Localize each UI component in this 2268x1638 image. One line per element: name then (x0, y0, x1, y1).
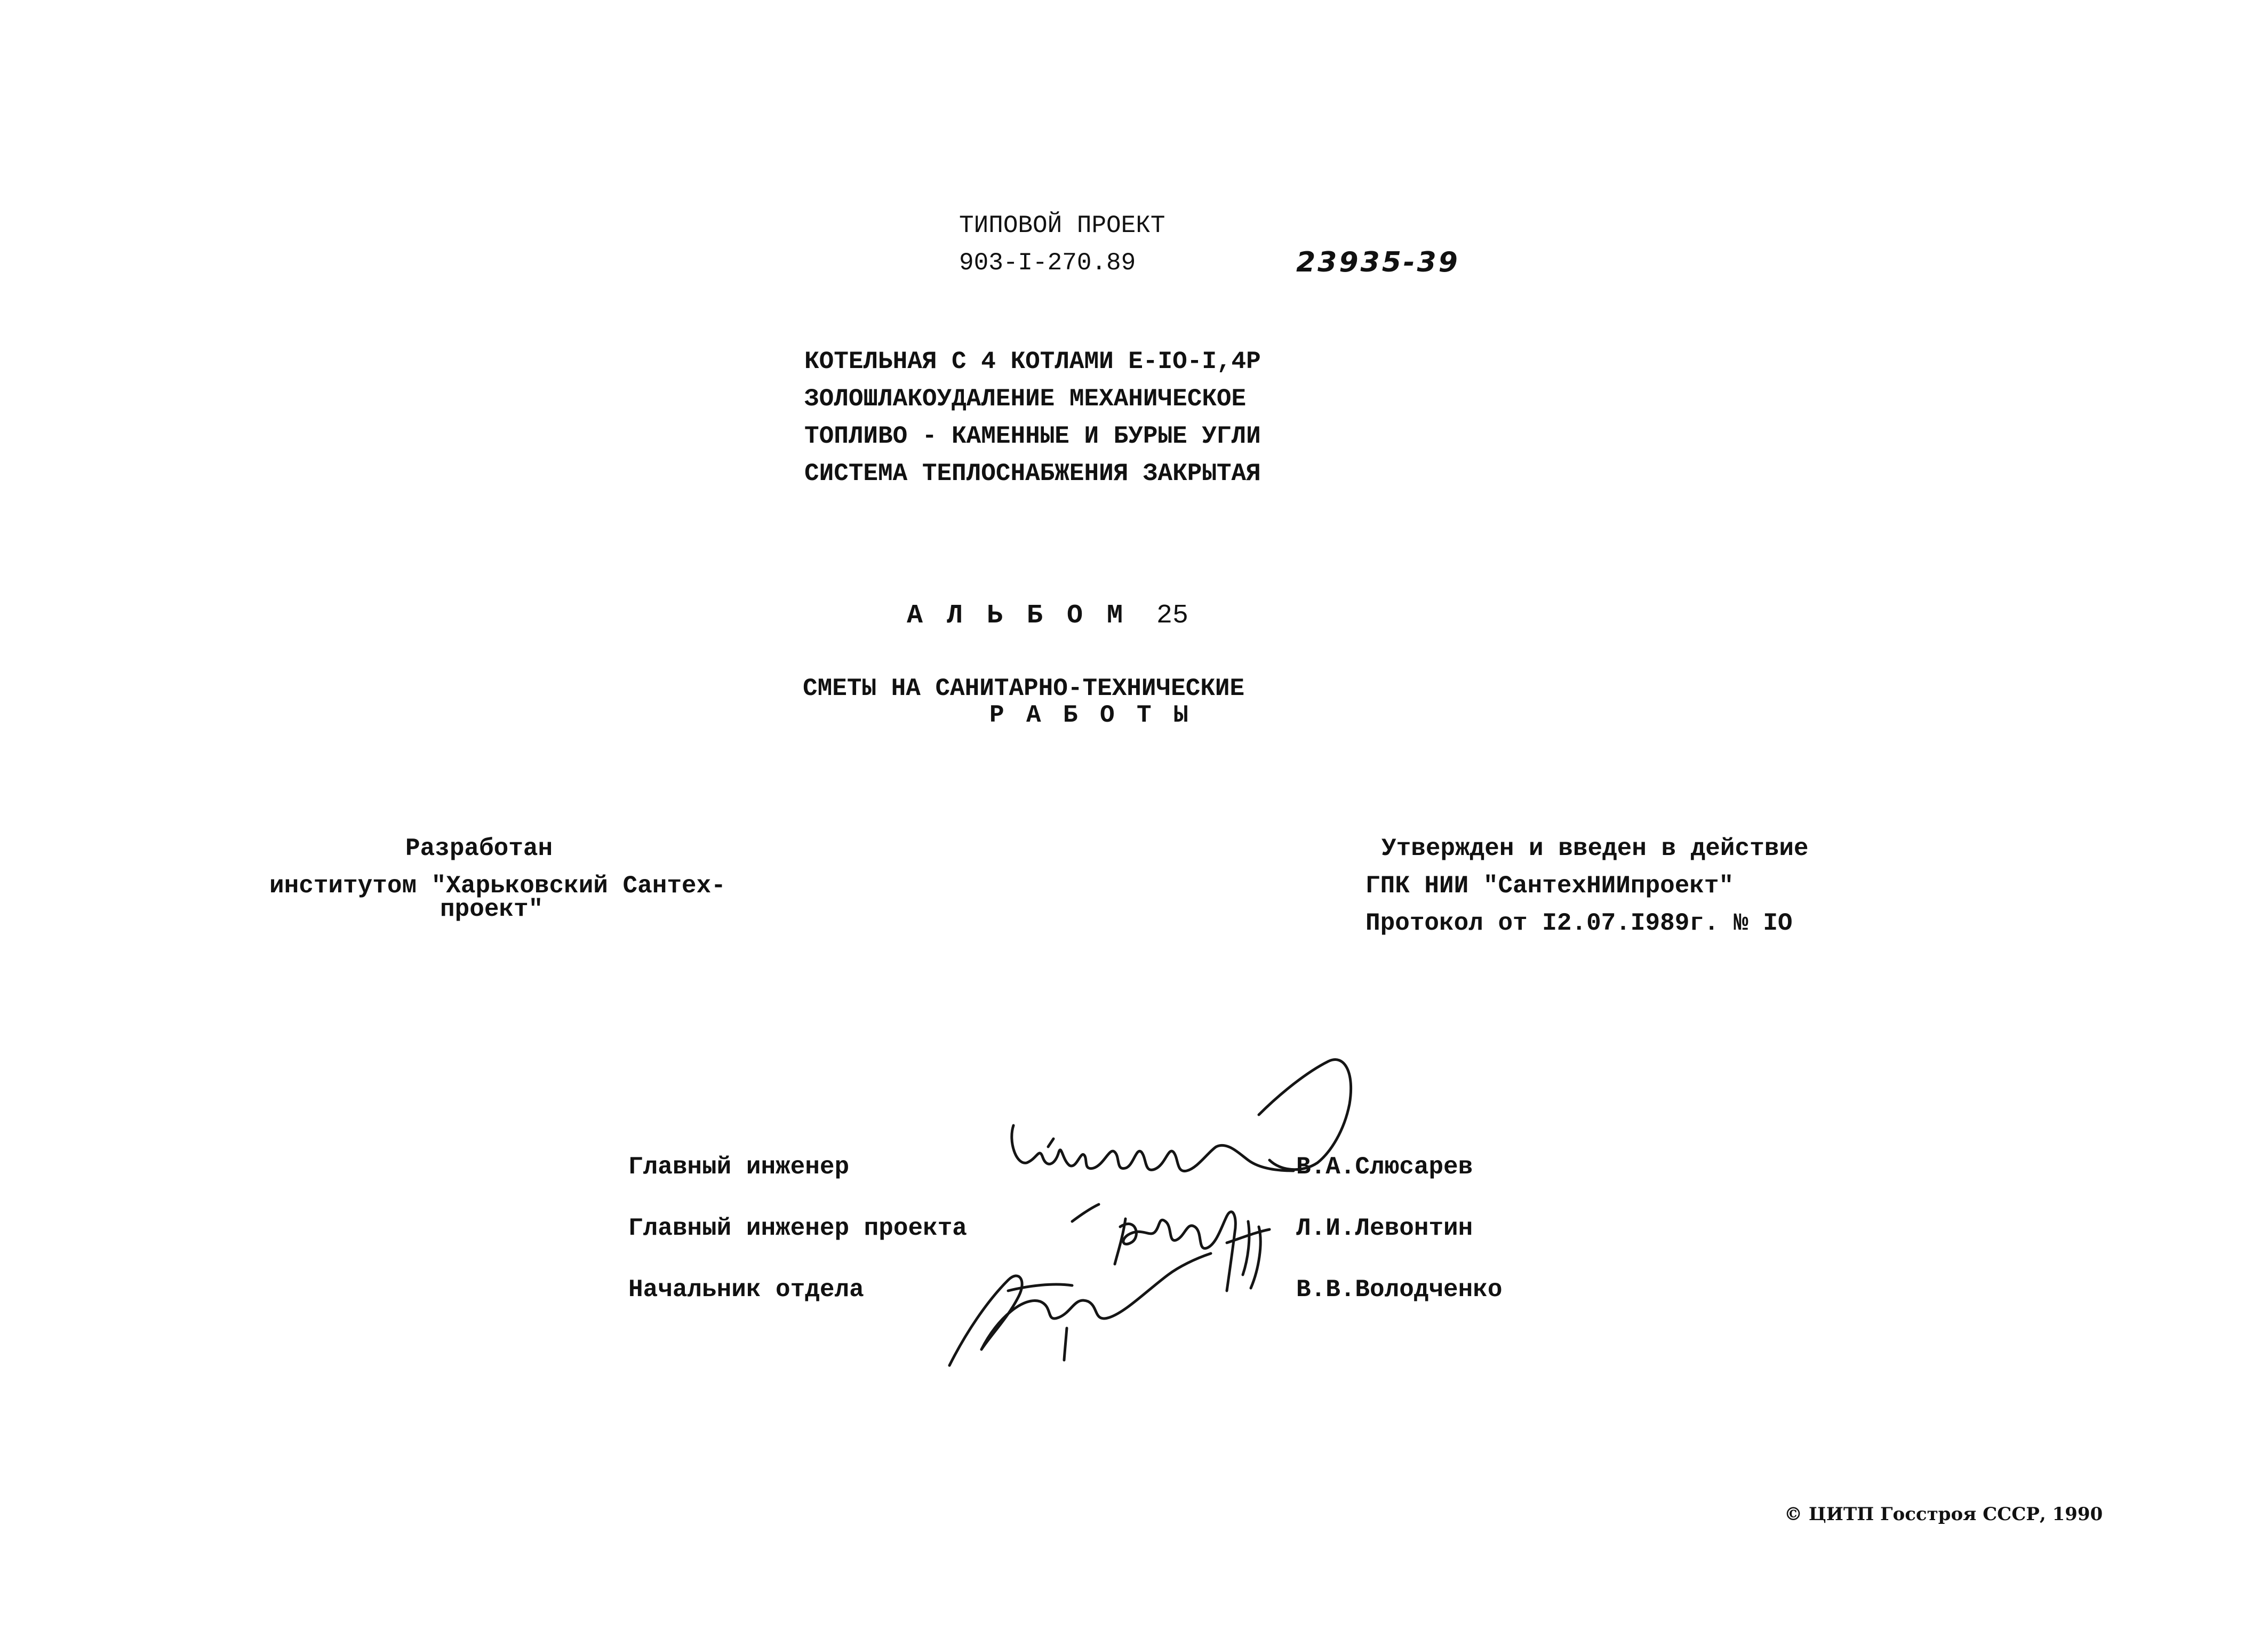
project-label: ТИПОВОЙ ПРОЕКТ (959, 212, 1165, 239)
project-code: 903-I-270.89 (959, 249, 1136, 277)
signatory-name-3: В.В.Володченко (1296, 1276, 1503, 1304)
developed-line-1: институтом "Харьковский Сантех- (269, 872, 726, 900)
subject-line-1: СМЕТЫ НА САНИТАРНО-ТЕХНИЧЕСКИЕ (803, 675, 1245, 702)
description-line-2: ЗОЛОШЛАКОУДАЛЕНИЕ МЕХАНИЧЕСКОЕ (804, 385, 1247, 413)
signature-chief-project-engineer (1115, 1212, 1235, 1291)
developed-heading: Разработан (405, 835, 553, 862)
approved-line-1: Утвержден и введен в действие (1381, 835, 1809, 862)
signature-chief-engineer (1012, 1125, 1293, 1171)
signature-department-head (949, 1253, 1211, 1365)
approved-line-2: ГПК НИИ "СантехНИИпроект" (1365, 872, 1734, 900)
approved-line-3: Протокол от I2.07.I989г. № IO (1365, 909, 1793, 937)
album-number: 25 (1156, 601, 1189, 631)
description-line-3: ТОПЛИВО - КАМЕННЫЕ И БУРЫЕ УГЛИ (804, 422, 1261, 450)
signatory-role-1: Главный инженер (628, 1153, 850, 1181)
copyright-notice: © ЦИТП Госстроя СССР, 1990 (1784, 1504, 2103, 1525)
signatory-role-3: Начальник отдела (628, 1276, 864, 1304)
description-line-4: СИСТЕМА ТЕПЛОСНАБЖЕНИЯ ЗАКРЫТАЯ (804, 460, 1261, 488)
signatory-name-2: Л.И.Левонтин (1296, 1214, 1473, 1242)
inventory-number: 23935-39 (1296, 246, 1460, 278)
signatory-name-1: В.А.Слюсарев (1296, 1153, 1473, 1181)
subject-line-2: РАБОТЫ (989, 701, 1211, 729)
signatory-role-2: Главный инженер проекта (628, 1214, 967, 1242)
developed-line-2: проект" (440, 896, 544, 923)
description-line-1: КОТЕЛЬНАЯ С 4 КОТЛАМИ Е-IO-I,4Р (804, 348, 1261, 375)
album-label: АЛЬБОМ (907, 601, 1147, 631)
